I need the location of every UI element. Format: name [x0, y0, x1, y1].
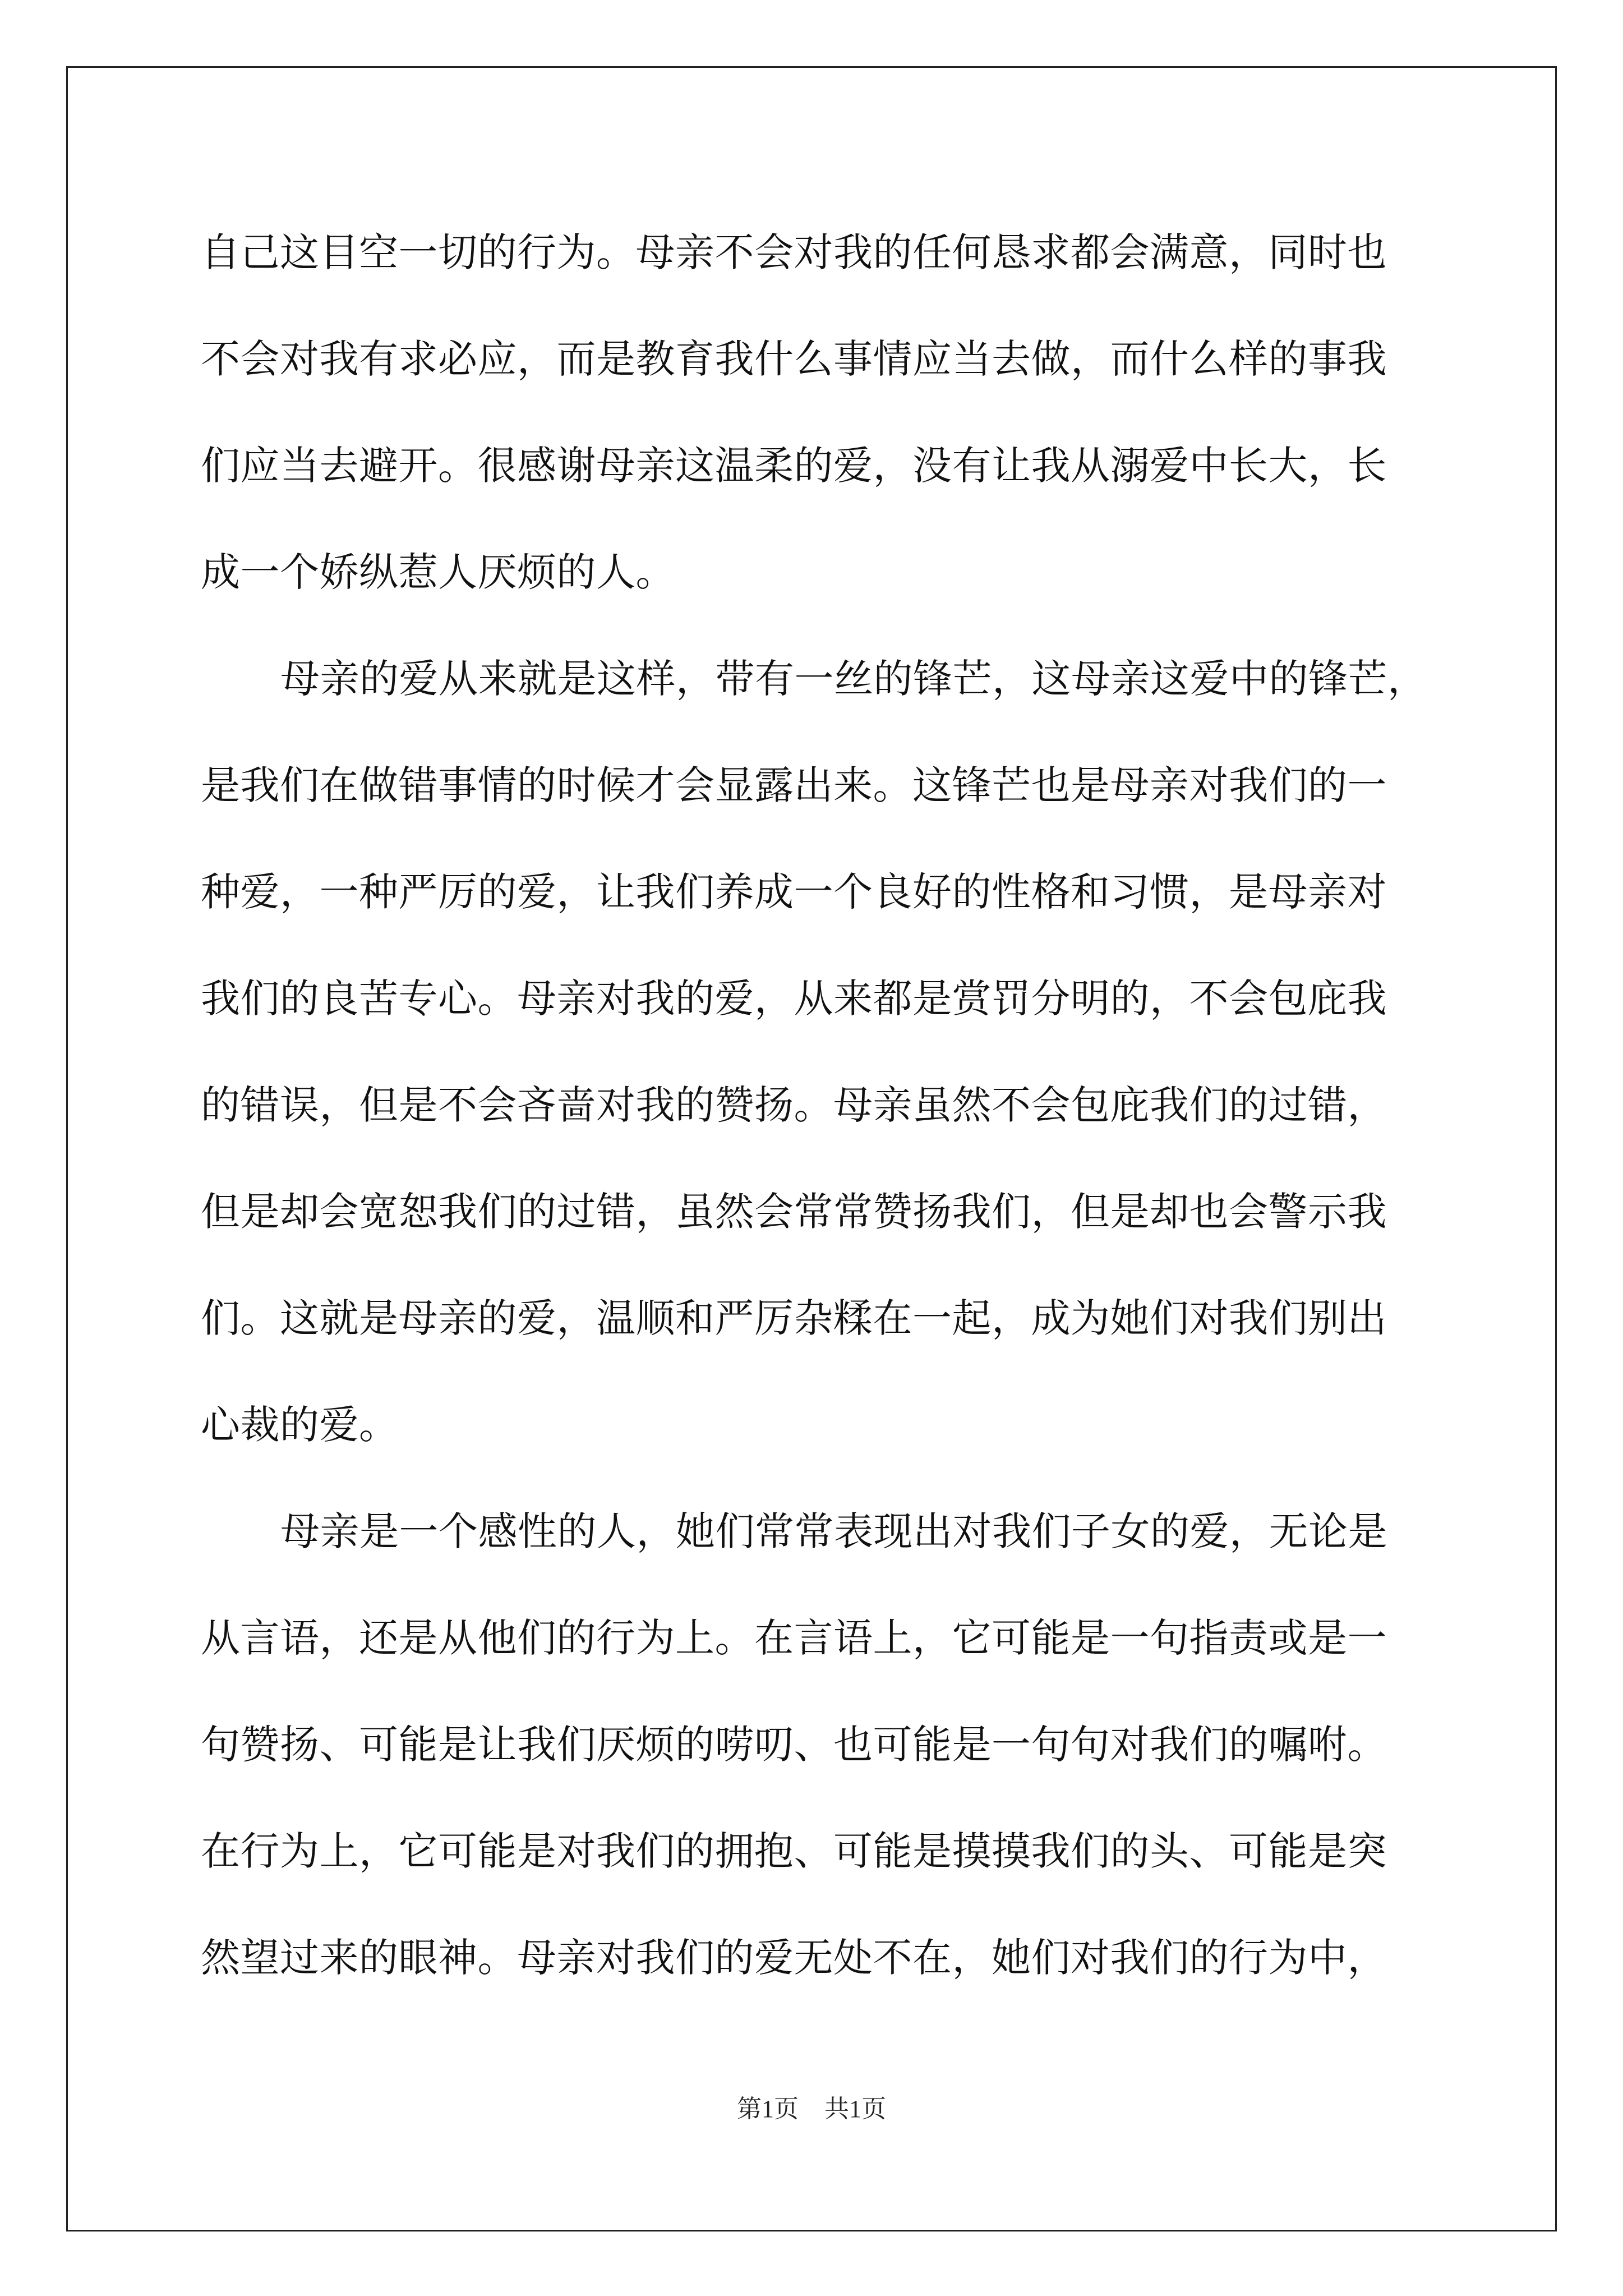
text-line: 在行为上，它可能是对我们的拥抱、可能是摸摸我们的头、可能是突	[201, 1828, 1387, 1874]
paragraph-first-line: 母亲的爱从来就是这样，带有一丝的锋芒，这母亲这爱中的锋芒，	[280, 656, 1427, 702]
text-line: 不会对我有求必应，而是教育我什么事情应当去做，而什么样的事我	[201, 336, 1387, 382]
text-line: 是我们在做错事情的时候才会显露出来。这锋芒也是母亲对我们的一	[201, 762, 1387, 808]
page-number: 第1页	[737, 2095, 799, 2123]
text-line: 我们的良苦专心。母亲对我的爱，从来都是赏罚分明的，不会包庇我	[201, 976, 1387, 1022]
text-line: 心裁的爱。	[201, 1402, 399, 1448]
text-line: 自己这目空一切的行为。母亲不会对我的任何恳求都会满意，同时也	[201, 229, 1387, 275]
text-line: 成一个娇纵惹人厌烦的人。	[201, 549, 675, 595]
paragraph-first-line: 母亲是一个感性的人，她们常常表现出对我们子女的爱，无论是	[280, 1508, 1387, 1554]
text-line: 但是却会宽恕我们的过错，虽然会常常赞扬我们，但是却也会警示我	[201, 1189, 1387, 1235]
text-line: 们。这就是母亲的爱，温顺和严厉杂糅在一起，成为她们对我们别出	[201, 1295, 1387, 1341]
text-line: 的错误，但是不会吝啬对我的赞扬。母亲虽然不会包庇我们的过错，	[201, 1082, 1387, 1128]
text-line: 们应当去避开。很感谢母亲这温柔的爱，没有让我从溺爱中长大，长	[201, 443, 1387, 489]
page-footer	[0, 2092, 1623, 2126]
page-total: 共1页	[824, 2095, 886, 2123]
text-line: 从言语，还是从他们的行为上。在言语上，它可能是一句指责或是一	[201, 1615, 1387, 1661]
text-line: 句赞扬、可能是让我们厌烦的唠叨、也可能是一句句对我们的嘱咐。	[201, 1722, 1387, 1768]
text-line: 种爱，一种严厉的爱，让我们养成一个良好的性格和习惯，是母亲对	[201, 869, 1387, 915]
text-line: 然望过来的眼神。母亲对我们的爱无处不在，她们对我们的行为中，	[201, 1935, 1387, 1981]
